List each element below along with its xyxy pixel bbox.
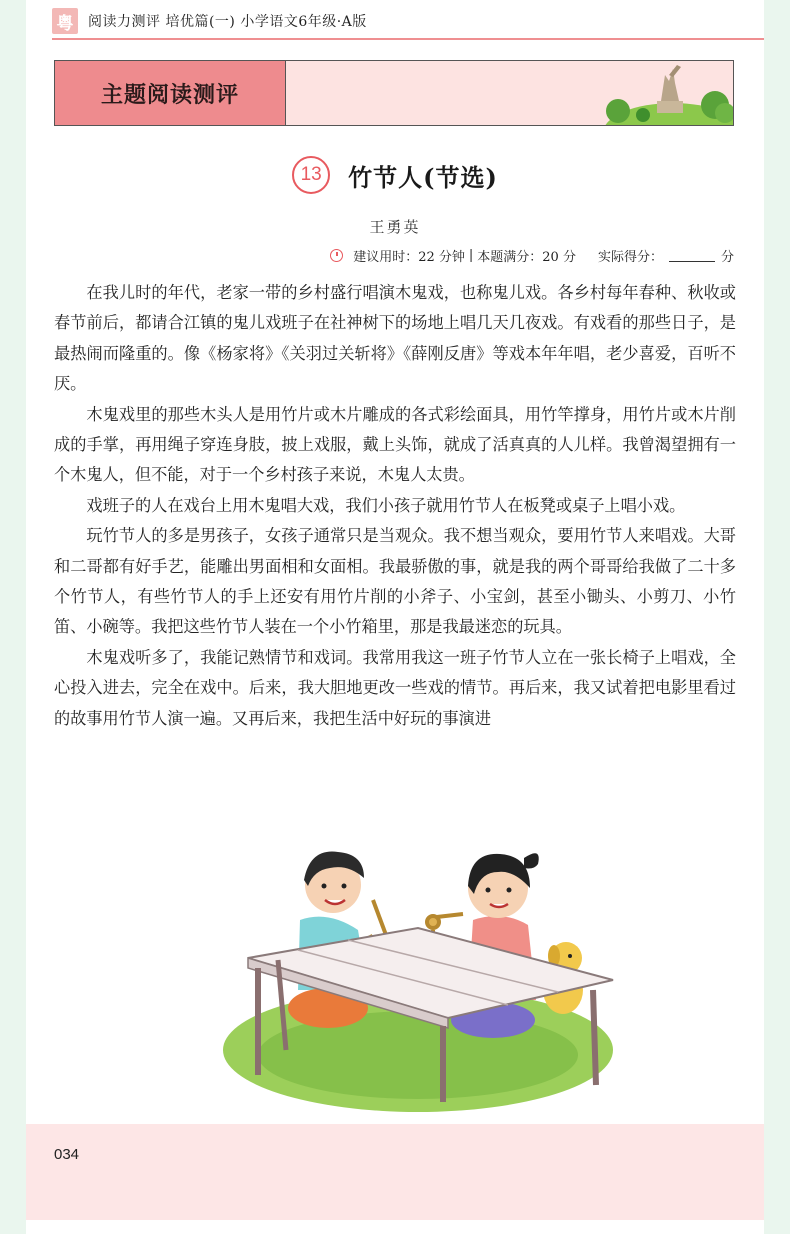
- section-banner: [54, 60, 734, 126]
- paragraph-3: 戏班子的人在戏台上用木鬼唱大戏，我们小孩子就用竹节人在板凳或桌子上唱小戏。: [86, 495, 686, 515]
- running-title: 阅读力测评 培优篇(一) 小学语文6年级·A版: [88, 14, 367, 30]
- test-meta-line: [330, 246, 734, 265]
- children-playing-illustration: [218, 840, 628, 1115]
- full-score: 本题满分：20 分: [477, 250, 576, 265]
- page-number: 034: [54, 1146, 80, 1163]
- header-rule: [52, 38, 764, 40]
- paragraph-1: 在我儿时的年代，老家一带的乡村盛行唱演木鬼戏，也称鬼儿戏。各乡村每年春种、秋收或春节前后，都请合江镇的鬼儿戏班子在社神树下的场地上唱几天几夜戏。有戏看的那些日子，是最热闹而隆重的。像《杨家将》《关羽过关斩将》《薛刚反唐》等戏本年年唱，老少喜爱，百听不厌。: [54, 283, 736, 394]
- publisher-logo: 粤: [52, 8, 78, 34]
- running-header: [52, 6, 764, 36]
- page-footer: [26, 1124, 764, 1220]
- paragraph-2: 木鬼戏里的那些木头人是用竹片或木片雕成的各式彩绘面具，用竹竿撑身，用竹片或木片削成的手掌，再用绳子穿连身肢，披上戏服，戴上头饰，就成了活真真的人儿样。我曾渴望拥有一个木鬼人，但不能，对于一个乡村孩子来说，木鬼人太贵。: [54, 404, 736, 485]
- meta-separator: |: [468, 248, 474, 263]
- hill-statue-illustration: [603, 61, 733, 125]
- clock-icon: [330, 249, 343, 262]
- article-title: 竹节人(节选): [348, 162, 498, 192]
- banner-label-box: [55, 61, 286, 125]
- paragraph-5: 木鬼戏听多了，我能记熟情节和戏词。我常用我这一班子竹节人立在一张长椅子上唱戏，全心投入进去，完全在戏中。后来，我大胆地更改一些戏的情节。再后来，我又试着把电影里看过的故事用竹节人演一遍。又再后来，我把生活中好玩的事演进: [54, 647, 736, 728]
- paragraph-4: 玩竹节人的多是男孩子，女孩子通常只是当观众。我不想当观众，要用竹节人来唱戏。大哥和二哥都有好手艺，能雕出男面相和女面相。我最骄傲的事，就是我的两个哥哥给我做了二十多个竹节人，有些竹节人的手上还安有用竹片削的小斧子、小宝剑，甚至小锄头、小剪刀、小竹笛、小碗等。我把这些竹节人装在一个小竹箱里，那是我最迷恋的玩具。: [54, 526, 736, 637]
- article-body: [54, 278, 736, 734]
- actual-score-label: 实际得分：: [597, 250, 663, 265]
- banner-title: 主题阅读测评: [100, 81, 239, 108]
- suggested-time: 建议用时：22 分钟: [353, 250, 465, 265]
- article-title-row: [26, 156, 764, 194]
- page-sheet: [26, 0, 764, 1234]
- actual-score-unit: 分: [720, 250, 734, 265]
- article-number-badge: 13: [292, 156, 330, 194]
- article-author: 王勇英: [369, 218, 421, 236]
- actual-score-blank[interactable]: [669, 249, 715, 262]
